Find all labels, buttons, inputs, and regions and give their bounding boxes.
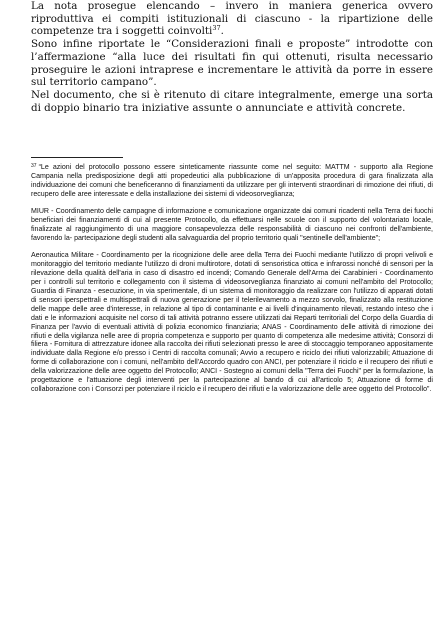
body-paragraph-1-end: .: [220, 25, 224, 38]
footnote: [31, 164, 433, 395]
body-paragraph-3: Nel documento, che si è ritenuto di citare integralmente, emerge una sorta di doppio binario tra iniziative assunte o annunciate e attività concrete.: [31, 88, 433, 114]
body-paragraph-1-text: La nota prosegue elencando – invero in maniera generica ovvero riproduttiva ei compiti istituzionali di ciascuno - la ripartizione delle competenze tra i soggetti coinvolti: [31, 0, 433, 38]
footnote-reference[interactable]: 37: [212, 24, 221, 33]
footnote-paragraph-1: [31, 164, 433, 200]
footnote-paragraph-2: MIUR - Coordinamento delle campagne di informazione e comunicazione organizzate dai comuni ricadenti nella Terra dei fuochi beneficiari dei finanziamenti di cui al presente Protocollo, da effettuarsi nelle scuole con il supporto del volontariato locale, finalizzate al raggiungimento di una maggiore consapevolezza delle responsabilità di ciascuno nei confronti dell'ambiente, favorendo la- partecipazione degli studenti alla salvaguardia del proprio territorio quali "sentinelle dell'ambiente";: [31, 208, 433, 242]
footnote-paragraph-3: Aeronautica Militare - Coordinamento per la ricognizione delle aree della Terra dei Fuochi mediante l'utilizzo di propri velivoli e monitoraggio del territorio mediante l'utilizzo di droni multirotore, dotati di sensoristica ottica e infrarossi nonché di sensori per la rilevazione della qualità dell'aria in caso di disastro ed incendi; Comando Generale dell'Arma dei Carabinieri - Coordinamento per i controlli sul territorio e collegamento con il sistema di videosorveglianza finanziato ai comuni nell'ambito del Protocollo; Guardia di Finanza - esecuzione, in via sperimentale, di un sistema di monitoraggio da realizzare con l'utilizzo di apparati dotati di sensori iperspettrali e multispettrali di nuova generazione per il telerilevamento a mezzo sorvolo, finalizzato alla restituzione delle mappe delle aree d'interesse, in relazione al tipo di contaminante e ai livelli d'inquinamento rilevati, restando inteso che i dati e le informazioni acquisite nel corso di tali attività potranno essere utilizzati dai Reparti territoriali del Corpo della Guardia di Finanza per l'avvio di eventuali attività di polizia economico finanziaria; ANAS - Coordinamento delle attività di rimozione dei rifiuti e della vigilanza nelle aree di propria competenza e supporto per quanto di competenza alle medesime attività; Consorzi di filiera - Fornitura di attrezzature idonee alla raccolta dei rifiuti selezionati presso le aree di stoccaggio temporaneo appositamente individuate dalla Regione e/o presso i Centri di raccolta comunali; Avvio a recupero e riciclo dei rifiuti valorizzabili; Attuazione di forme di collaborazione con i comuni, nell'ambito dell'Accordo quadro con ANCI, per potenziare il riciclo e il recupero dei rifiuti e della valorizzazione delle aree oggetto del Protocollo; ANCI - Sostegno ai comuni della "Terra dei Fuochi" per la formulazione, la progettazione e l'attuazione degli interventi per la partecipazione al bando di cui all'articolo 5; Attuazione di forme di collaborazione con i Consorzi per potenziare il riciclo e il recupero dei rifiuti e la valorizzazione delle aree oggetto del Protocollo”.: [31, 251, 433, 394]
body-text: [31, 0, 433, 114]
body-paragraph-2: Sono infine riportate le “Considerazioni finali e proposte” introdotte con l’affermazione “alla luce dei risultati fin qui ottenuti, risulta necessario proseguire le azioni intraprese e incrementare le attività da porre in essere sul territorio campano”.: [31, 38, 433, 89]
body-paragraph-1: [31, 0, 433, 38]
footnote-separator: [31, 157, 123, 158]
footnote-number: 37: [31, 163, 37, 170]
footnote-paragraph-1-text: “Le azioni del protocollo possono essere sinteticamente riassunte come nel seguito: MATTM - supporto alla Regione Campania nella predisposizione degli atti propedeutici alla pubblicazione di un'apposita procedura di gara finalizzata alla individuazione dei comuni che beneficeranno di finanziamenti da utilizzare per gli interventi straordinari di rimozione dei rifiuti, di recupero delle aree interessate e della installazione dei sistemi di videosorveglianza;: [31, 164, 433, 199]
